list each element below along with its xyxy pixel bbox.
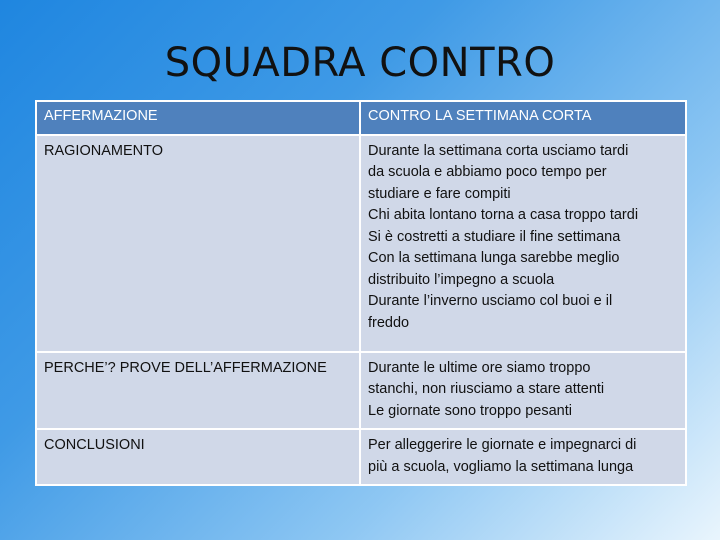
text-line: Per alleggerire le giornate e impegnarci di xyxy=(368,437,637,453)
table-row xyxy=(36,135,686,352)
row-label-ragionamento: RAGIONAMENTO xyxy=(36,135,360,352)
table-header-row xyxy=(36,101,686,135)
text-line: da scuola e abbiamo poco tempo per xyxy=(368,164,607,180)
text-line: stanchi, non riusciamo a stare attenti xyxy=(368,381,605,397)
text-line: Le giornate sono troppo pesanti xyxy=(368,402,572,419)
table-row xyxy=(36,352,686,430)
text-line: freddo xyxy=(368,314,410,331)
row-content-conclusioni xyxy=(360,429,686,485)
text-line: Durante la settimana corta usciamo tardi xyxy=(368,142,629,159)
text-line: Si è costretti a studiare il fine settimana xyxy=(368,228,621,245)
row-content-ragionamento xyxy=(360,135,686,352)
header-cell-affermazione: AFFERMAZIONE xyxy=(36,101,360,135)
header-cell-contro: CONTRO LA SETTIMANA CORTA xyxy=(360,101,686,135)
text-line: Durante le ultime ore siamo troppo xyxy=(368,359,591,376)
argument-table xyxy=(35,100,687,486)
text-line: studiare e fare compiti xyxy=(368,185,511,202)
text-line: distribuito l’impegno a scuola xyxy=(368,271,555,288)
table-row xyxy=(36,429,686,485)
text-line: Chi abita lontano torna a casa troppo tardi xyxy=(368,207,639,223)
slide-title: SQUADRA CONTRO xyxy=(164,40,556,86)
text-line: Con la settimana lunga sarebbe meglio xyxy=(368,250,620,266)
text-line: più a scuola, vogliamo la settimana lunga xyxy=(368,458,634,475)
row-content-prove xyxy=(360,352,686,430)
text-line: Durante l’inverno usciamo col buoi e il xyxy=(368,293,613,309)
row-label-conclusioni: CONCLUSIONI xyxy=(36,429,360,485)
row-label-prove: PERCHE’? PROVE DELL’AFFERMAZIONE xyxy=(36,352,360,430)
